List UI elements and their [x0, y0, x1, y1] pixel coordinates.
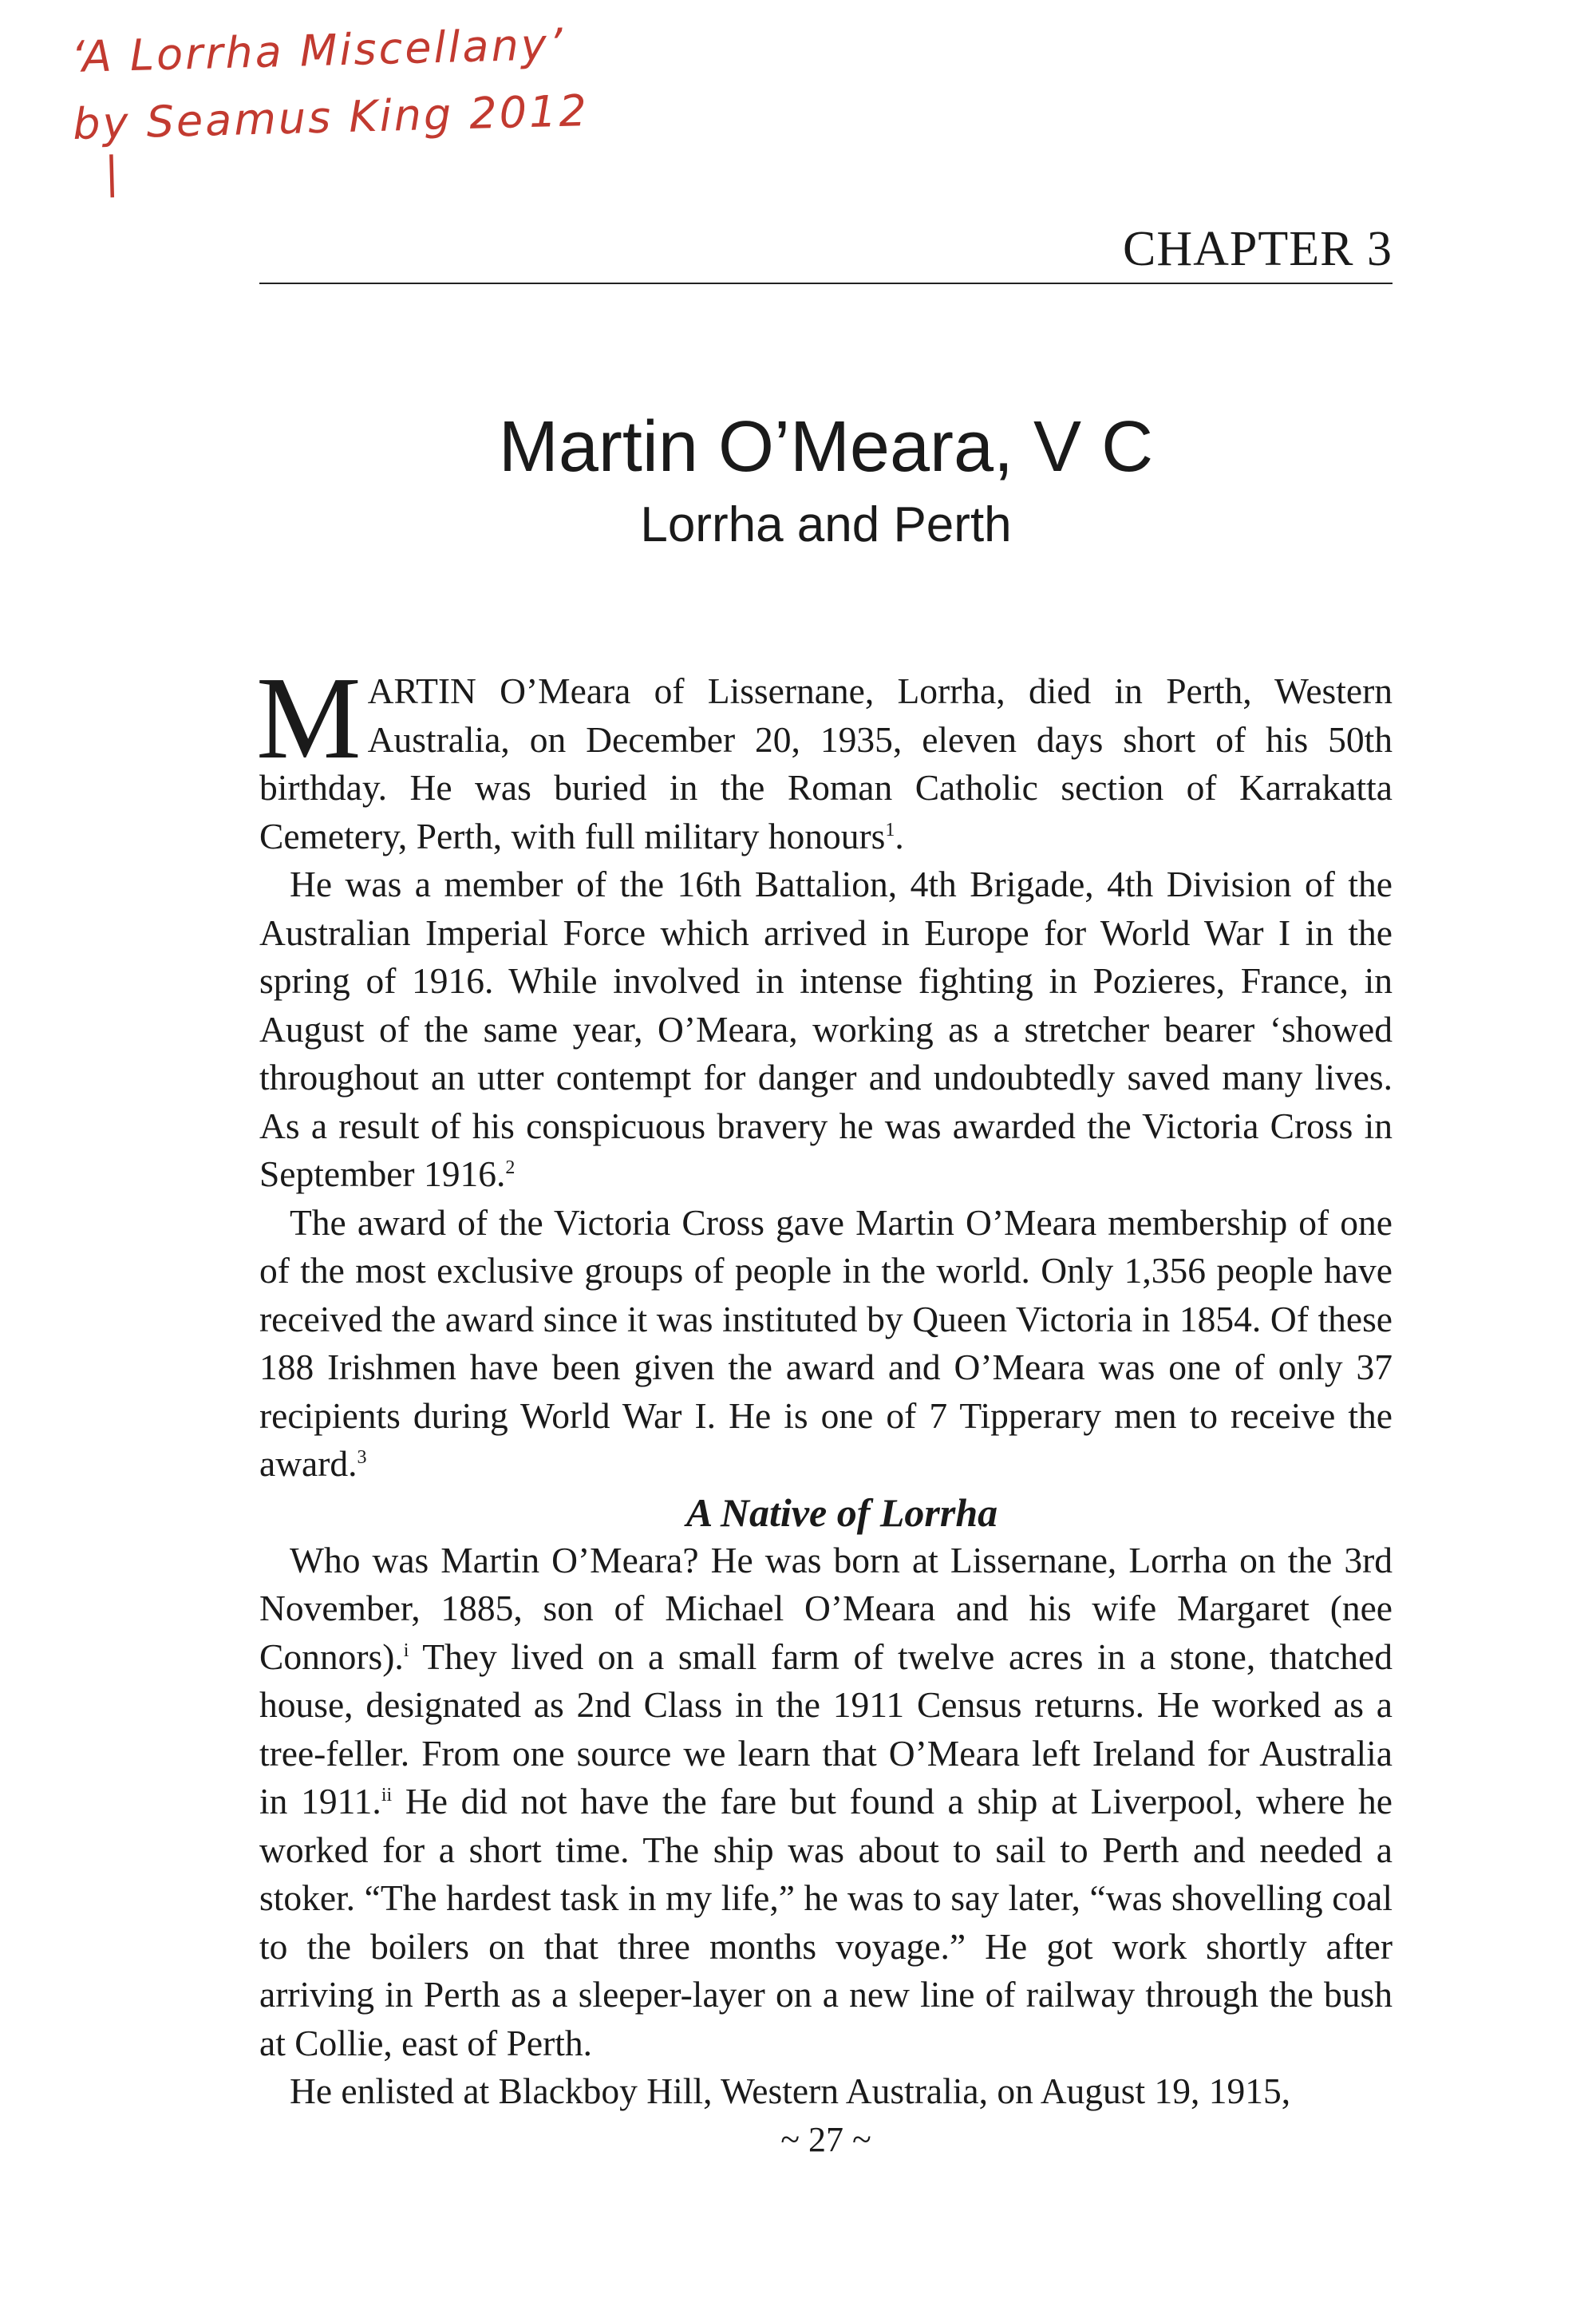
paragraph-text: The award of the Victoria Cross gave Martin O’Meara membership of one of the most exclusive groups of people in the world. Only 1,356 people have received the award since it was instituted by Queen Victoria in 1854. Of these 188 Irishmen have been given the award and O’Meara was one of only 37 recipients during World War I. He is one of 7 Tipperary men to receive the award.: [259, 1201, 1393, 1484]
paragraph-end: .: [895, 815, 904, 856]
page-number: ~ 27 ~: [780, 2120, 871, 2159]
chapter-header-rule: [259, 222, 1393, 284]
footnote-ref: 1: [885, 819, 895, 841]
chapter-label: CHAPTER 3: [1123, 222, 1393, 276]
paragraph: [256, 653, 1393, 860]
section-heading: A Native of Lorrha: [685, 1489, 998, 1535]
footnote-ref: 2: [505, 1157, 516, 1178]
handwritten-annotation: [70, 10, 591, 198]
paragraph-text: He enlisted at Blackboy Hill, Western Australia, on August 19, 1915,: [290, 2071, 1291, 2111]
paragraph-text: He did not have the fare but found a ship at Liverpool, where he worked for a short time. The ship was about to sail to Perth and needed a stoker. “The hardest task in my life,” he was to say later, “was shovelling coal to the boilers on that three months voyage.” He got work shortly after arriving in Perth as a sleeper-layer on a new line of railway through the bush at Collie, east of Perth.: [259, 1781, 1393, 2063]
footnote-ref: i: [403, 1639, 409, 1661]
article-body: [256, 653, 1393, 2116]
paragraph: [259, 2067, 1393, 2116]
paragraph-text: He was a member of the 16th Battalion, 4th Brigade, 4th Division of the Australian Imperial Force which arrived in Europe for World War I in the spring of 1916. While involved in intense fighting in Pozieres, France, in August of the same year, O’Meara, working as a stretcher bearer ‘showed throughout an utter contempt for danger and undoubtedly saved many lives. As a result of his conspicuous bravery he was awarded the Victoria Cross in September 1916.: [259, 864, 1393, 1194]
footnote-ref: 3: [357, 1446, 367, 1468]
handwritten-author-year: by Seamus King 2012: [72, 85, 590, 149]
page-title: Martin O’Meara, V C: [498, 407, 1154, 487]
paragraph: [259, 1537, 1393, 2068]
paragraph-text: ARTIN O’Meara of Lissernane, Lorrha, died in Perth, Western Australia, on December 20, 1935, eleven days short of his 50th birthday. He was buried in the Roman Catholic section of Karrakatta Cemetery, Perth, with full military honours: [259, 670, 1393, 856]
paragraph: [259, 860, 1393, 1199]
paragraph: [259, 1199, 1393, 1489]
handwritten-book-title: ‘A Lorrha Miscellany’: [70, 18, 566, 82]
handwritten-mark: |: [104, 147, 122, 198]
footnote-ref: ii: [381, 1784, 393, 1806]
drop-cap: M: [256, 653, 361, 784]
paragraph-text: Who was Martin O’Meara? He was born at Lissernane, Lorrha on the 3rd November, 1885, son of Michael O’Meara and his wife Margaret (nee Connors).: [259, 1539, 1393, 1677]
paragraph-text: They lived on a small farm of twelve acres in a stone, thatched house, designated as 2nd Class in the 1911 Census returns. He worked as a tree-feller. From one source we learn that O’Meara left Ireland for Australia in 1911.: [259, 1636, 1393, 1821]
page-subtitle: Lorrha and Perth: [640, 497, 1012, 552]
